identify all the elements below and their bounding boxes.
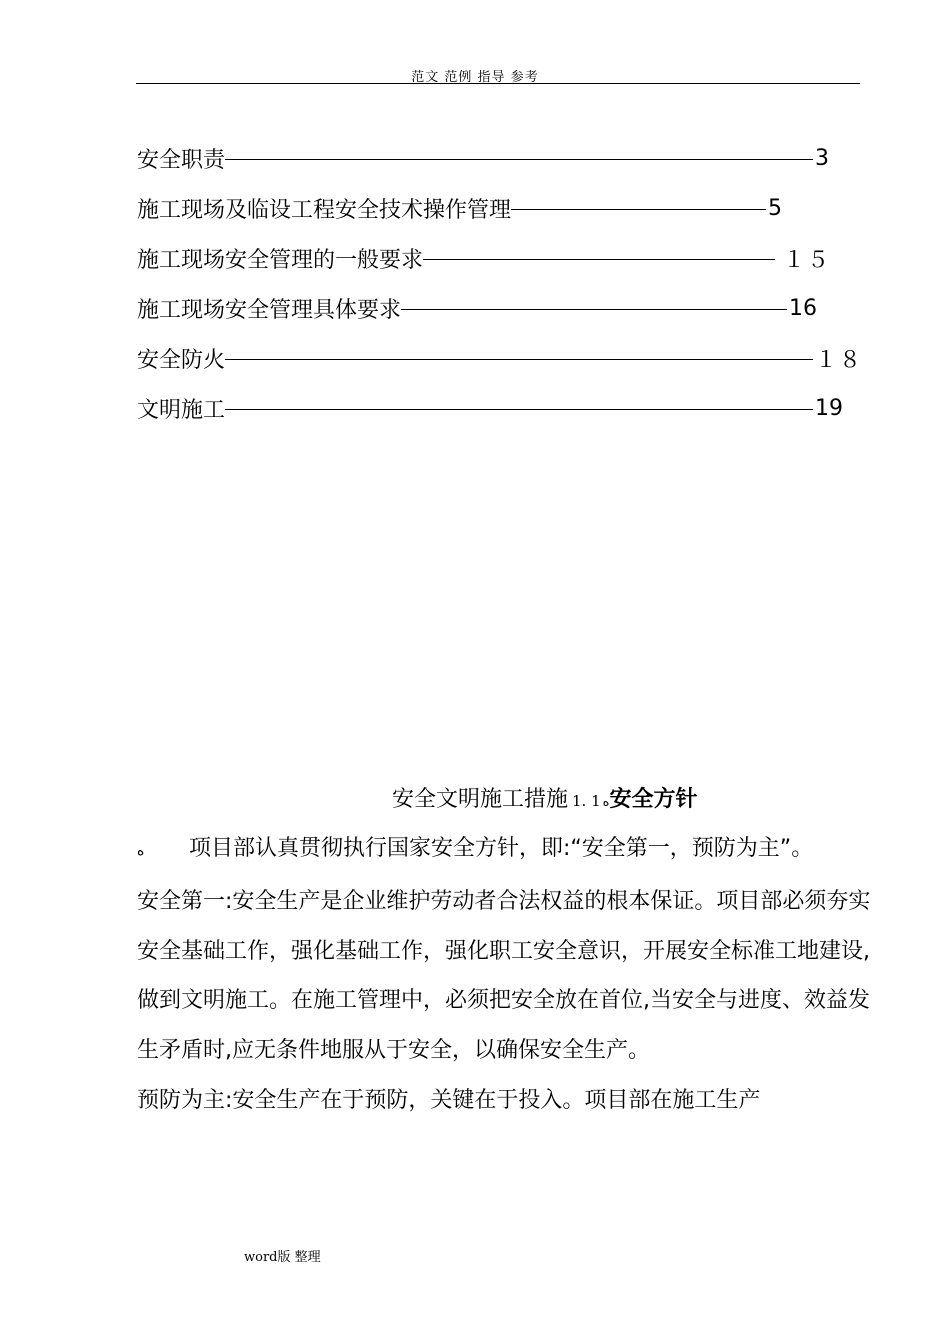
toc-entry	[137, 133, 877, 183]
toc-entry	[137, 233, 877, 283]
page-footer: word版 整理	[244, 1250, 321, 1265]
toc-entry-title: 施工现场安全管理具体要求	[137, 297, 402, 323]
toc-entry-page: 3	[815, 145, 830, 171]
toc-entry-page: 16	[789, 295, 818, 321]
section-title-prefix: 安全文明施工措施	[392, 787, 569, 812]
toc-entry-title: 安全职责	[137, 147, 226, 173]
toc-entry-page: 5	[768, 195, 783, 221]
section-number: 1. 1	[572, 792, 601, 810]
toc-leader	[225, 409, 813, 410]
toc-entry-page: 19	[815, 395, 844, 421]
toc-leader	[225, 359, 813, 360]
toc-entry	[137, 183, 877, 233]
toc-leader	[401, 309, 787, 310]
section-mark: ه	[602, 795, 610, 810]
bullet-mark: ه	[137, 843, 145, 859]
toc-entry-page: １５	[783, 247, 832, 273]
toc-entry	[137, 383, 877, 433]
toc-entry-title: 文明施工	[137, 397, 226, 423]
paragraph: 安全第一:安全生产是企业维护劳动者合法权益的根本保证。项目部必须夯实安全基础工作，强化基础工作，强化职工安全意识，开展安全标准工地建设,做到文明施工。在施工管理中，必须把安全放在首位,当安全与进度、效益发生矛盾时,应无条件地服从于安全，以确保安全生产。	[137, 888, 871, 1064]
toc-leader	[423, 259, 775, 260]
toc-entry-page: １８	[815, 347, 864, 373]
toc-entry	[137, 333, 877, 383]
paragraph	[137, 824, 877, 877]
body-text	[137, 824, 877, 1126]
toc-leader	[225, 159, 813, 160]
toc-leader	[511, 209, 766, 210]
toc-entry-title: 施工现场安全管理的一般要求	[137, 247, 424, 273]
page-header: 范文 范例 指导 参考	[411, 70, 539, 85]
header-rule	[136, 83, 860, 84]
table-of-contents	[137, 133, 877, 433]
toc-entry	[137, 283, 877, 333]
toc-entry-title: 安全防火	[137, 347, 226, 373]
paragraph-text: 项目部认真贯彻执行国家安全方针，即:“安全第一，预防为主”。	[189, 836, 814, 861]
section-heading	[392, 782, 697, 813]
toc-entry-title: 施工现场及临设工程安全技术操作管理	[137, 197, 512, 223]
paragraph: 预防为主:安全生产在于预防，关键在于投入。项目部在施工生产	[137, 1087, 761, 1113]
section-title-bold: 安全方针	[609, 787, 698, 812]
